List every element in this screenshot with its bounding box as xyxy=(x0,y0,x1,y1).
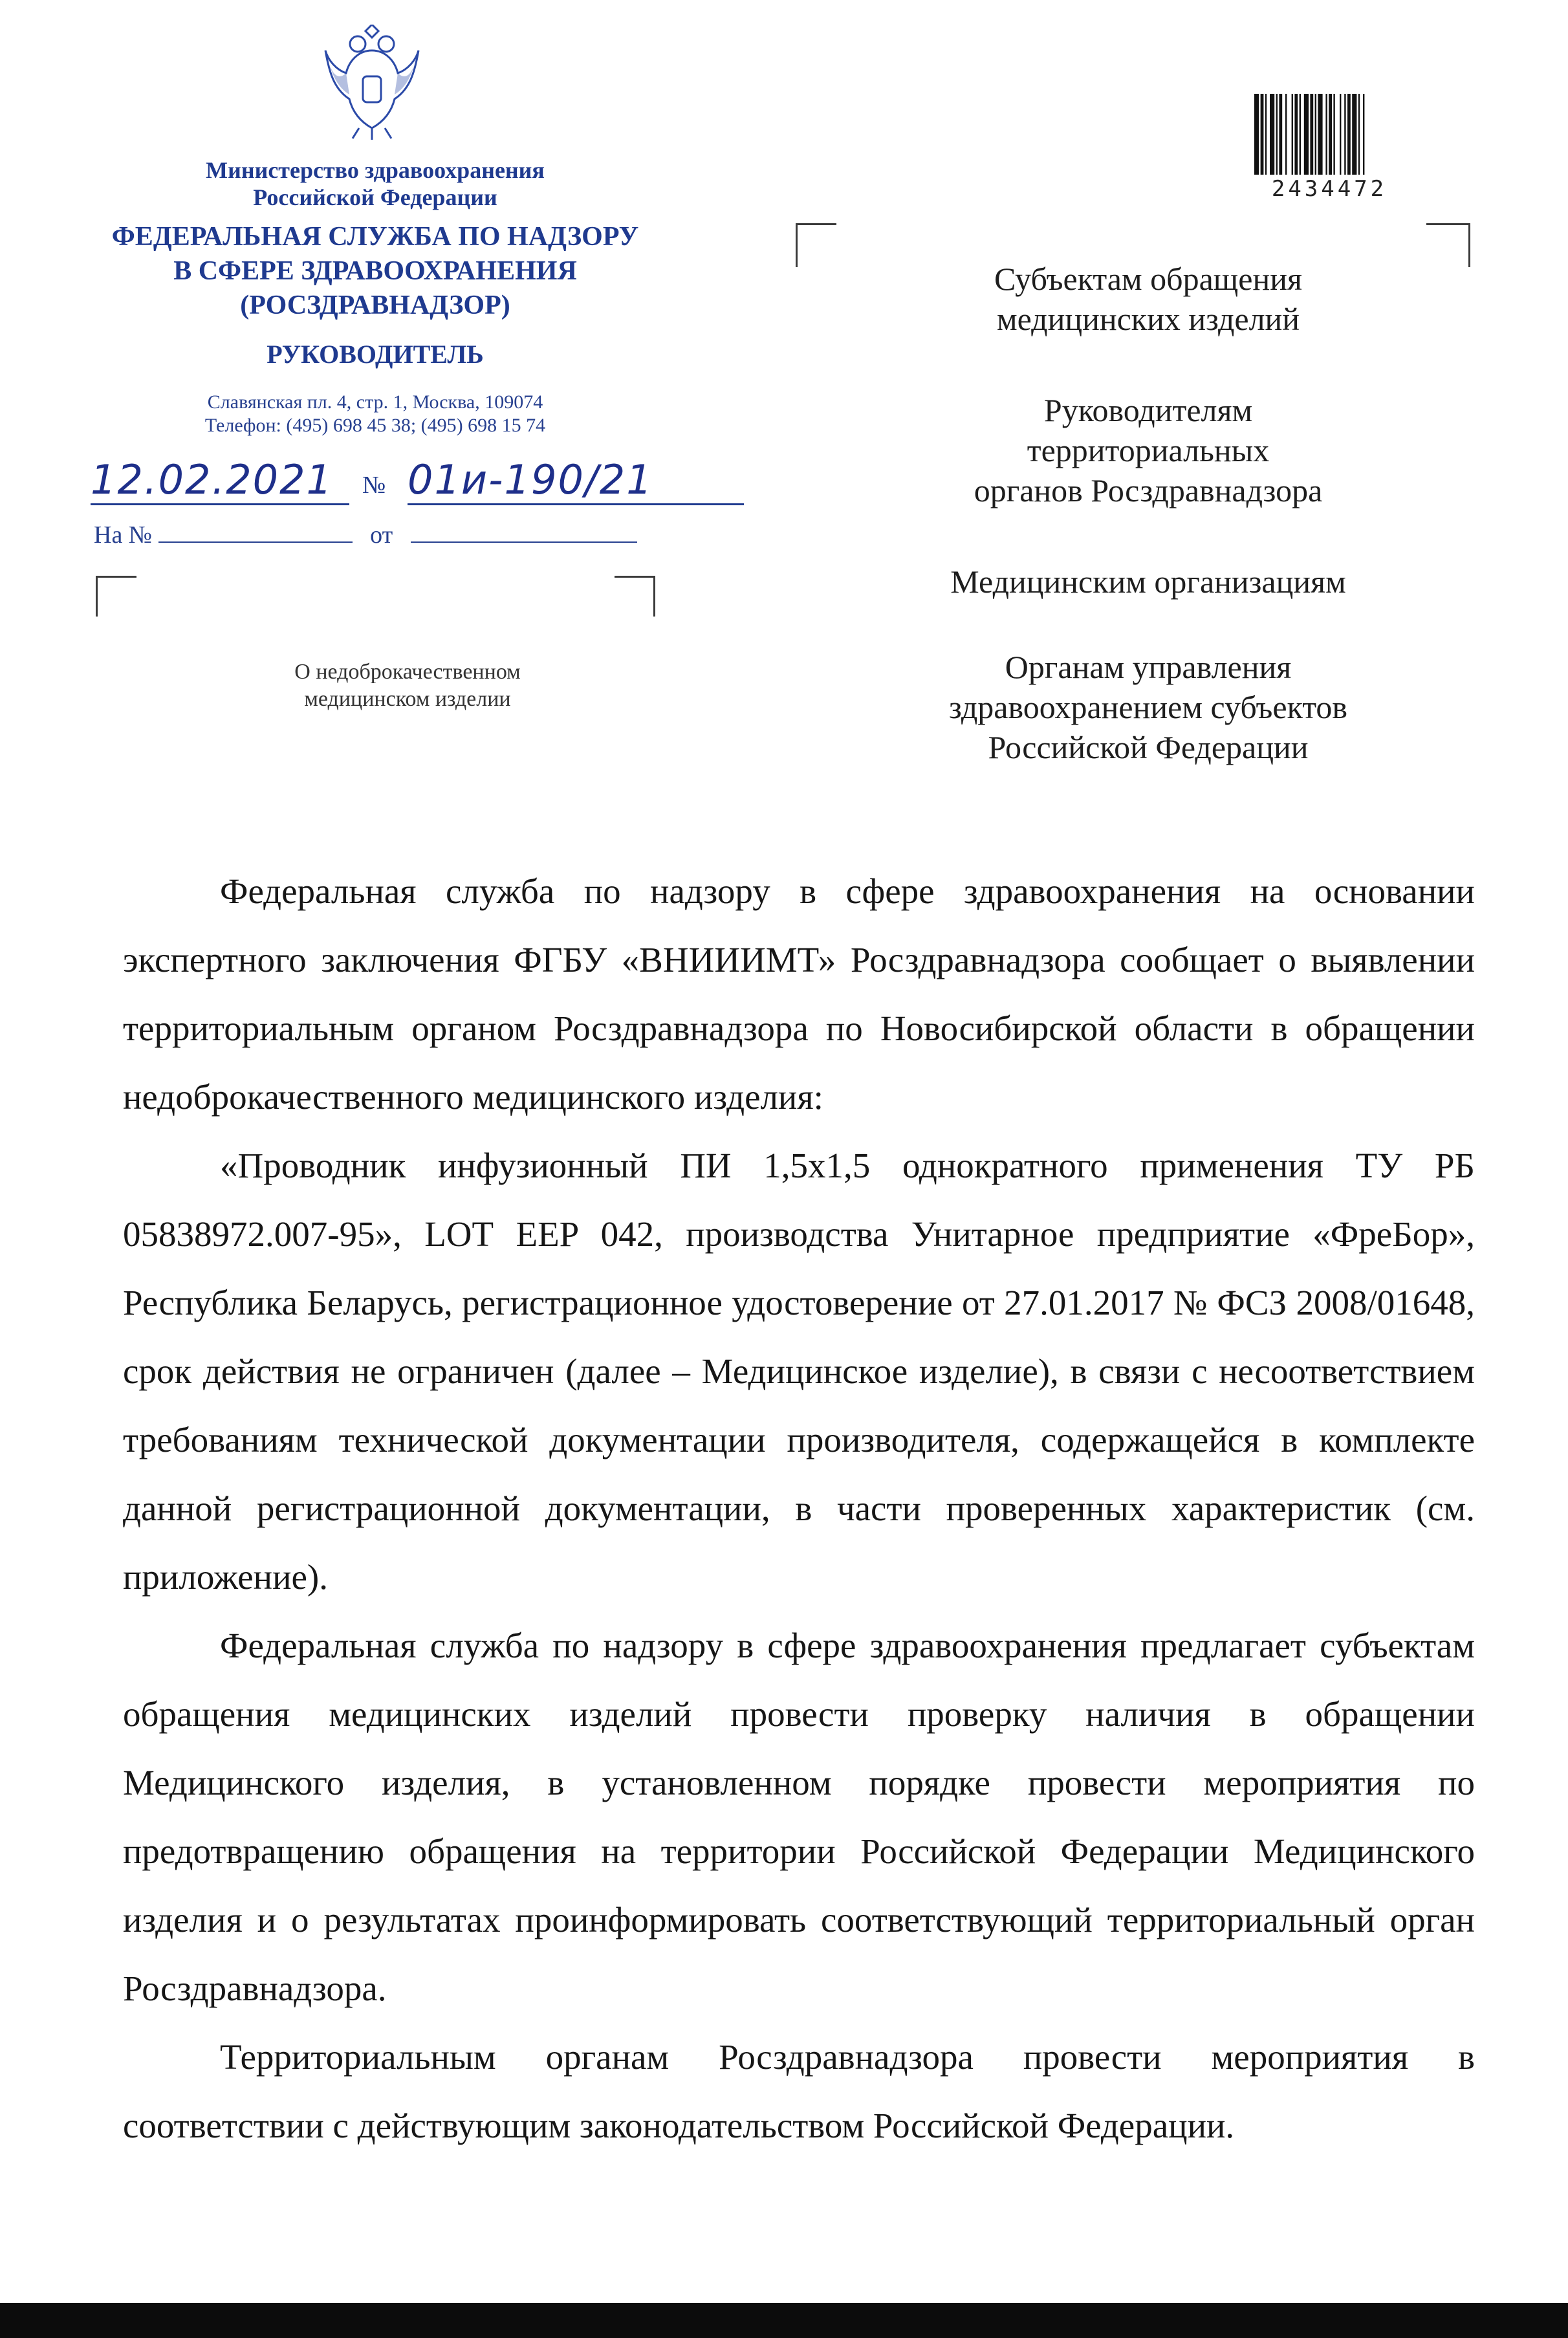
addressee-4-line-2: здравоохранением субъектов xyxy=(948,689,1348,725)
body-paragraph-4: Территориальным органам Росздравнадзора провести мероприятия в соответствии с действующим законодательством Российской Федерации. xyxy=(123,2037,1475,2145)
head-title: РУКОВОДИТЕЛЬ xyxy=(267,340,484,369)
addressee-3 xyxy=(877,562,1420,602)
addressee-3-line-1: Медицинским организациям xyxy=(950,563,1346,600)
bracket-addressee-right xyxy=(1426,223,1470,267)
subject-line-2: медицинском изделии xyxy=(304,687,511,711)
bracket-addressee-left xyxy=(796,223,836,267)
ministry-line-2: Российской Федерации xyxy=(253,184,497,210)
barcode-number: 2434472 xyxy=(1271,176,1388,202)
contact-info xyxy=(52,391,699,437)
addressee-1-line-2: медицинских изделий xyxy=(996,301,1300,337)
coat-of-arms-icon xyxy=(320,25,424,141)
phone: Телефон: (495) 698 45 38; (495) 698 15 74 xyxy=(204,415,546,436)
addressee-2-line-2: территориальных xyxy=(1027,432,1270,468)
service-name xyxy=(52,220,699,323)
addressee-1-line-1: Субъектам обращения xyxy=(994,261,1302,297)
reply-number-blank xyxy=(158,522,353,543)
ministry-name xyxy=(52,157,699,211)
barcode xyxy=(1252,94,1407,178)
service-line-3: (РОСЗДРАВНАДЗОР) xyxy=(240,290,510,320)
outgoing-number-line xyxy=(91,446,737,511)
addressee-4 xyxy=(877,647,1420,767)
number-handwritten: 01и-190/21 xyxy=(408,456,744,505)
addressee-2-line-3: органов Росздравнадзора xyxy=(974,472,1323,508)
addressee-1 xyxy=(877,259,1420,339)
date-handwritten: 12.02.2021 xyxy=(91,456,349,505)
number-sign: № xyxy=(362,472,386,499)
body-paragraph-1: Федеральная служба по надзору в сфере здравоохранения на основании экспертного заключения ФГБУ «ВНИИИМТ» Росздравнадзора сообщает о выявлении территориальным органом Росздравнадзора по Новосибирской области в обращении недоброкачественного медицинского изделия: xyxy=(123,871,1475,1117)
addressee-4-line-1: Органам управления xyxy=(1005,649,1292,685)
bracket-top-right xyxy=(615,576,655,617)
reply-reference-line xyxy=(94,521,637,549)
bracket-top-left xyxy=(96,576,136,617)
scan-edge xyxy=(0,2303,1568,2338)
letter-subject xyxy=(246,659,569,713)
addressee-4-line-3: Российской Федерации xyxy=(988,729,1309,765)
address: Славянская пл. 4, стр. 1, Москва, 109074 xyxy=(207,391,543,413)
body-paragraph-3: Федеральная служба по надзору в сфере здравоохранения предлагает субъектам обращения медицинских изделий провести проверку наличия в обращении Медицинского изделия, в установленном порядке провести мероприятия по предотвращению обращения на территории Российской Федерации Медицинского изделия и о результатах проинформировать соответствующий территориальный орган Росздравнадзора. xyxy=(123,1626,1475,2008)
addressee-2-line-1: Руководителям xyxy=(1043,392,1253,428)
subject-line-1: О недоброкачественном xyxy=(294,660,521,684)
reply-from-label: от xyxy=(370,521,393,549)
service-line-2: В СФЕРЕ ЗДРАВООХРАНЕНИЯ xyxy=(173,256,577,286)
body-paragraph-2: «Проводник инфузионный ПИ 1,5х1,5 однократного применения ТУ РБ 05838972.007-95», LOT EEP 042, производства Унитарное предприятие «ФреБор», Республика Беларусь, регистрационное удостоверение от 27.01.2017 № ФСЗ 2008/01648, срок действия не ограничен (далее – Медицинское изделие), в связи с несоответствием требованиям технической документации производителя, содержащейся в комплекте данной регистрационной документации, в части проверенных характеристик (см. приложение). xyxy=(123,1146,1475,1597)
service-line-1: ФЕДЕРАЛЬНАЯ СЛУЖБА ПО НАДЗОРУ xyxy=(111,222,639,252)
letter-body xyxy=(123,857,1475,2160)
addressee-2 xyxy=(877,390,1420,510)
reply-number-label: На № xyxy=(94,521,153,549)
reply-date-blank xyxy=(411,522,637,543)
ministry-line-1: Министерство здравоохранения xyxy=(206,157,545,183)
